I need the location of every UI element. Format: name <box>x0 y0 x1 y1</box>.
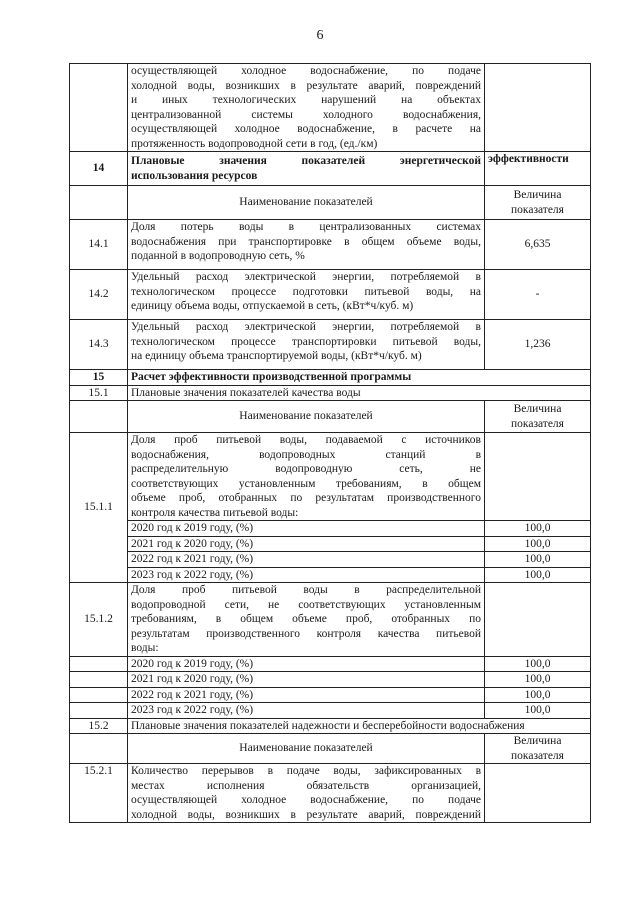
year-label: 2020 год к 2019 году, (%) <box>128 521 485 537</box>
row-number: 14.3 <box>70 320 128 370</box>
header-name: Наименование показателей <box>128 401 485 433</box>
year-label: 2022 год к 2021 году, (%) <box>128 552 485 568</box>
row-number: 15.1.2 <box>70 583 128 657</box>
header-name: Наименование показателей <box>128 186 485 220</box>
table-row <box>70 270 591 320</box>
row-text: Доля проб питьевой воды, подаваемой с источников водоснабжения, водопроводных станций в распределительную водопроводную сеть, не соответствующих установленным требованиям, в общем объеме проб, отобранных по результатам производственного контроля качества питьевой воды: <box>128 433 485 521</box>
row-number: 14.2 <box>70 270 128 320</box>
subsection-title: Плановые значения показателей качества воды <box>128 385 591 401</box>
indicators-table <box>69 63 591 823</box>
year-row <box>70 521 591 537</box>
year-value: 100,0 <box>485 672 591 688</box>
section-heading-row <box>70 152 591 186</box>
section-number: 14 <box>70 152 128 186</box>
year-value: 100,0 <box>485 552 591 568</box>
header-value: Величина показателя <box>485 401 591 433</box>
year-label: 2021 год к 2020 году, (%) <box>128 536 485 552</box>
table-row <box>70 64 591 152</box>
table-row <box>70 433 591 521</box>
row-text: Удельный расход электрической энергии, потребляемой в технологическом процессе подготовки питьевой воды, на единицу объема воды, отпускаемой в сеть, (кВт*ч/куб. м) <box>128 270 485 320</box>
row-text: Удельный расход электрической энергии, потребляемой в технологическом процессе транспортировки питьевой воды, на единицу объема транспортируемой воды, (кВт*ч/куб. м) <box>128 320 485 370</box>
continuation-text: осуществляющей холодное водоснабжение, по подаче холодной воды, возникших в результате аварий, повреждений и иных технологических нарушений на объектах централизованной системы холодного водоснабжения, осуществляющей холодное водоснабжение, в расчете на протяженность водопроводной сети в год, (ед./км) <box>128 64 485 152</box>
year-label: 2021 год к 2020 году, (%) <box>128 672 485 688</box>
row-text: Доля проб питьевой воды в распределительной водопроводной сети, не соответствующих установленным требованиям, в общем объеме проб, отобранных по результатам производственного контроля качества питьевой воды: <box>128 583 485 657</box>
year-row <box>70 552 591 568</box>
subsection-number: 15.1 <box>70 385 128 401</box>
header-value: Величина показателя <box>485 734 591 764</box>
year-label: 2023 год к 2022 году, (%) <box>128 567 485 583</box>
row-number: 15.2.1 <box>70 764 128 823</box>
row-value: - <box>485 270 591 320</box>
year-value: 100,0 <box>485 521 591 537</box>
section-title-end: эффективности <box>485 152 591 186</box>
header-value: Величина показателя <box>485 186 591 220</box>
section-title: Плановые значения показателей энергетической использования ресурсов <box>128 152 485 186</box>
year-value: 100,0 <box>485 703 591 719</box>
year-value: 100,0 <box>485 567 591 583</box>
row-text: Доля потерь воды в централизованных системах водоснабжения при транспортировке в общем объеме воды, поданной в водопроводную сеть, % <box>128 220 485 270</box>
page-number: 6 <box>316 28 324 43</box>
section-heading-row <box>70 370 591 386</box>
section-title: Расчет эффективности производственной программы <box>128 370 591 386</box>
year-row <box>70 656 591 672</box>
table-header-row <box>70 734 591 764</box>
year-label: 2023 год к 2022 году, (%) <box>128 703 485 719</box>
year-row <box>70 687 591 703</box>
row-value: 6,635 <box>485 220 591 270</box>
row-number: 14.1 <box>70 220 128 270</box>
year-row <box>70 567 591 583</box>
section-number: 15 <box>70 370 128 386</box>
year-label: 2022 год к 2021 году, (%) <box>128 687 485 703</box>
table-header-row <box>70 401 591 433</box>
table-row <box>70 220 591 270</box>
header-name: Наименование показателей <box>128 734 485 764</box>
table-row <box>70 764 591 823</box>
year-label: 2020 год к 2019 году, (%) <box>128 656 485 672</box>
year-row <box>70 703 591 719</box>
year-value: 100,0 <box>485 656 591 672</box>
subsection-row <box>70 385 591 401</box>
year-row <box>70 536 591 552</box>
subsection-row <box>70 718 591 734</box>
row-number: 15.1.1 <box>70 433 128 583</box>
table-row <box>70 320 591 370</box>
table-header-row <box>70 186 591 220</box>
row-value: 1,236 <box>485 320 591 370</box>
table-row <box>70 583 591 657</box>
row-text: Количество перерывов в подаче воды, зафиксированных в местах исполнения обязательств организацией, осуществляющей холодное водоснабжение, по подаче холодной воды, возникших в результате аварий, повреждений <box>128 764 485 823</box>
year-value: 100,0 <box>485 536 591 552</box>
year-row <box>70 672 591 688</box>
subsection-number: 15.2 <box>70 718 128 734</box>
subsection-title: Плановые значения показателей надежности и бесперебойности водоснабжения <box>128 718 591 734</box>
year-value: 100,0 <box>485 687 591 703</box>
